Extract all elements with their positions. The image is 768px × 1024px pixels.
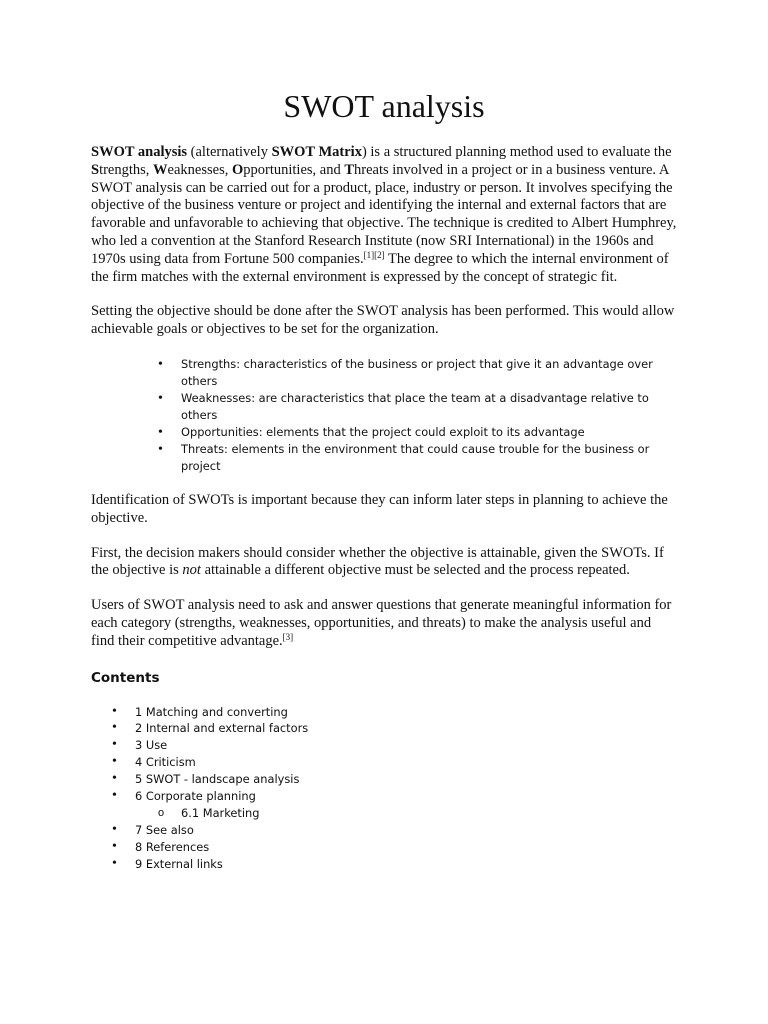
intro-term: SWOT analysis — [91, 144, 188, 160]
contents-heading: Contents — [91, 669, 160, 686]
table-of-contents — [91, 704, 677, 873]
definition-strengths: • Strengths: characteristics of the business or project that give it an advantage over others — [181, 356, 677, 390]
definition-weaknesses: • Weaknesses: are characteristics that place the team at a disadvantage relative to others — [181, 390, 677, 424]
page-title: SWOT analysis — [283, 88, 485, 124]
users-text: Users of SWOT analysis need to ask and answer questions that generate meaningful information for each category (strengths, weaknesses, opportunities, and threats) to make the analysis useful and find their competitive advantage. — [91, 597, 672, 649]
decision-text-start: First, the decision makers should consider whether the objective is attainable, given the SWOTs. If the objective is — [91, 544, 664, 579]
document-page — [91, 86, 677, 873]
definition-threats: • Threats: elements in the environment that could cause trouble for the business or project — [181, 441, 677, 475]
toc-item-use[interactable]: • 3 Use — [135, 737, 677, 754]
toc-item-external-links[interactable]: • 9 External links — [135, 856, 677, 873]
initial-o: O — [231, 161, 244, 178]
users-paragraph — [91, 597, 677, 650]
identification-paragraph: Identification of SWOTs is important because they can inform later steps in planning to achieve the objective. — [91, 491, 668, 526]
threats-word-rest: hreats involved in a project or in a business venture. A SWOT analysis can be carried out for a product, place, industry or person. It involves specifying the objective of the business venture or project and identifying the internal and external factors that are favorable and unfavorable to achieving that objective. The technique is credited to Albert Humphrey, who led a convention at the Stanford Research Institute (now SRI International) in the 1960s and 1970s using data from Fortune 500 companies. — [91, 161, 677, 267]
toc-subitem-marketing[interactable]: o 6.1 Marketing — [135, 805, 677, 822]
intro-paragraph — [91, 144, 677, 286]
citation-1-2[interactable]: [1][2] — [363, 249, 385, 260]
weaknesses-word-rest: eaknesses, — [167, 161, 232, 178]
opportunities-word-rest: pportunities, and — [243, 161, 345, 178]
initial-s: S — [91, 161, 100, 178]
strengths-word-rest: trengths, — [99, 161, 154, 178]
decision-paragraph — [91, 545, 677, 581]
swot-definition-list — [91, 356, 677, 475]
objective-paragraph: Setting the objective should be done after the SWOT analysis has been performed. This would allow achievable goals or objectives to be set for the organization. — [91, 303, 675, 338]
toc-item-references[interactable]: • 8 References — [135, 839, 677, 856]
initial-w: W — [153, 161, 168, 178]
toc-item-criticism[interactable]: • 4 Criticism — [135, 754, 677, 771]
intro-alt-prefix: (alternatively — [187, 144, 272, 160]
toc-item-see-also[interactable]: • 7 See also — [135, 822, 677, 839]
intro-text: ) is a structured planning method used to evaluate the — [361, 144, 672, 160]
toc-item-factors[interactable]: • 2 Internal and external factors — [135, 720, 677, 737]
toc-item-corporate-planning[interactable]: • 6 Corporate planning — [135, 788, 677, 805]
toc-item-matching[interactable]: • 1 Matching and converting — [135, 704, 677, 721]
decision-text-end: attainable a different objective must be selected and the process repeated. — [200, 562, 630, 579]
citation-3[interactable]: [3] — [282, 631, 294, 642]
intro-alt-term: SWOT Matrix — [271, 144, 362, 160]
toc-item-landscape[interactable]: • 5 SWOT - landscape analysis — [135, 771, 677, 788]
definition-opportunities: • Opportunities: elements that the project could exploit to its advantage — [181, 424, 677, 441]
intro-text-end: The degree to which the internal environment of the firm matches with the external environment is expressed by the concept of strategic fit. — [91, 250, 669, 285]
initial-t: T — [344, 161, 355, 178]
decision-emphasis: not — [182, 562, 201, 579]
